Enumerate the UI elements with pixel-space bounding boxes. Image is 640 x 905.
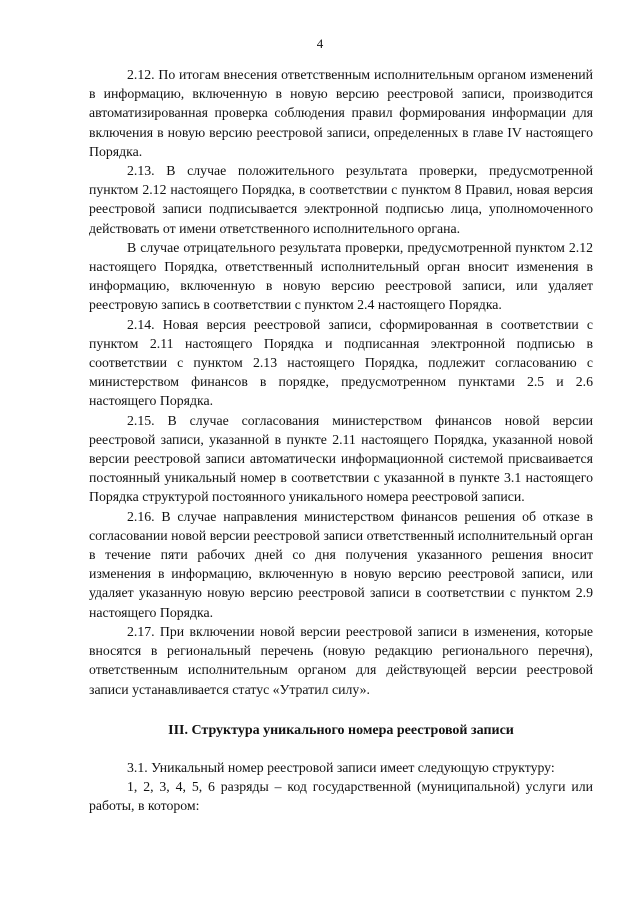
paragraph-2-17: 2.17. При включении новой версии реестровой записи в изменения, которые вносятся в региональный перечень (новую редакцию регионального перечня), ответственным исполнительным органом для действующей версии реестровой записи устанавливается статус «Утратил силу».	[89, 623, 593, 697]
paragraph-2-13: 2.13. В случае положительного результата проверки, предусмотренной пунктом 2.12 настоящего Порядка, в соответствии с пунктом 8 Правил, новая версия реестровой записи подписывается электронной подписью лица, уполномоченного действовать от имени ответственного исполнительного органа.	[89, 163, 593, 236]
paragraph-2-12: 2.12. По итогам внесения ответственным исполнительным органом изменений в информацию, включенную в новую версию реестровой записи, производится автоматизированная проверка соблюдения правил формирования информации для включения в новую версию реестровой записи, определенных в главе IV настоящего Порядка.	[89, 67, 593, 159]
paragraph-digits-1-6: 1, 2, 3, 4, 5, 6 разряды – код государственной (муниципальной) услуги или работы, в котором:	[89, 779, 593, 814]
section-heading: III. Структура уникального номера реестровой записи	[168, 722, 514, 738]
paragraph-2-16: 2.16. В случае направления министерством финансов решения об отказе в согласовании новой версии реестровой записи ответственный исполнительный орган в течение пяти рабочих дней со дня получения указанного решения вносит изменения в информацию, включенную в новую версию реестровой записи, или удаляет указанную новую версию реестровой записи в соответствии с пунктом 2.9 настоящего Порядка.	[89, 508, 593, 620]
paragraph-3-1: 3.1. Уникальный номер реестровой записи имеет следующую структуру:	[127, 759, 555, 775]
document-body	[89, 65, 593, 816]
paragraph-2-15: 2.15. В случае согласования министерством финансов новой версии реестровой записи, указанной в пункте 2.11 настоящего Порядка, указанной новой версии реестровой записи автоматически информационной системой присваивается постоянный уникальный номер в соответствии с указанной в пункте 3.1 настоящего Порядка структурой постоянного уникального номера реестровой записи.	[89, 412, 593, 505]
paragraph-2-14: 2.14. Новая версия реестровой записи, сформированная в соответствии с пунктом 2.11 настоящего Порядка и подписанная электронной подписью в соответствии с пунктом 2.13 настоящего Порядка, подлежит согласованию с министерством финансов в порядке, предусмотренном пунктами 2.5 и 2.6 настоящего Порядка.	[89, 316, 593, 409]
page-number: 4	[316, 36, 324, 51]
paragraph-2-13-negative: В случае отрицательного результата проверки, предусмотренной пунктом 2.12 настоящего Порядка, ответственный исполнительный орган вносит изменения в информацию, включенную в новую версию реестровой записи, или удаляет реестровую запись в соответствии с пунктом 2.4 настоящего Порядка.	[89, 239, 593, 313]
